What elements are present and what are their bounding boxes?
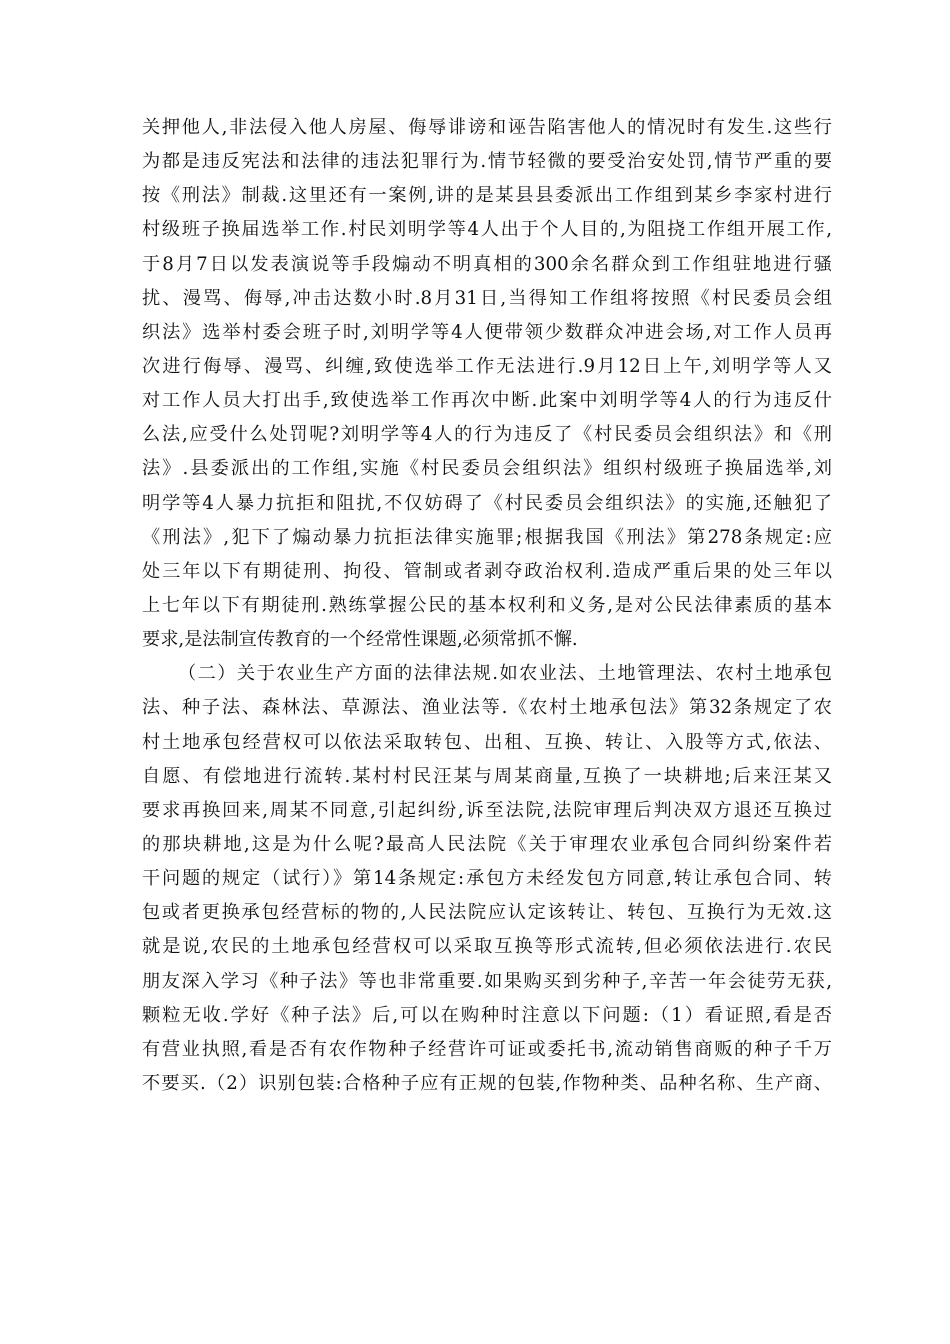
text-line: 包或者更换承包经营标的物的,人民法院应认定该转让、转包、互换行为无效.这	[142, 902, 832, 924]
text-line: 村土地承包经营权可以依法采取转包、出租、互换、转让、入股等方式,依法、	[142, 731, 832, 753]
text-line: 法、种子法、森林法、草源法、渔业法等.《农村土地承包法》第32条规定了农	[142, 697, 832, 719]
text-line: 要求再换回来,周某不同意,引起纠纷,诉至法院,法院审理后判决双方退还互换过	[142, 799, 832, 821]
paragraph-criminal-law-case	[142, 111, 832, 657]
text-line: 按《刑法》制裁.这里还有一案例,讲的是某县县委派出工作组到某乡李家村进行	[142, 185, 832, 207]
text-line: 就是说,农民的土地承包经营权可以采取互换等形式流转,但必须依法进行.农民	[142, 936, 832, 958]
text-line: 颗粒无收.学好《种子法》后,可以在购种时注意以下问题:（1）看证照,看是否	[142, 1004, 832, 1026]
text-line: 的那块耕地,这是为什么呢?最高人民法院《关于审理农业承包合同纠纷案件若	[142, 833, 832, 855]
body-text	[142, 111, 832, 1101]
text-line: 不要买.（2）识别包装:合格种子应有正规的包装,作物种类、品种名称、生产商、	[142, 1072, 832, 1094]
text-line: 自愿、有偿地进行流转.某村村民汪某与周某商量,互换了一块耕地;后来汪某又	[142, 765, 832, 787]
text-line: 于8月7日以发表演说等手段煽动不明真相的300余名群众到工作组驻地进行骚	[142, 253, 832, 275]
text-line: 村级班子换届选举工作.村民刘明学等4人出于个人目的,为阻挠工作组开展工作,	[142, 219, 832, 241]
text-line: 扰、漫骂、侮辱,冲击达数小时.8月31日,当得知工作组将按照《村民委员会组	[142, 287, 832, 309]
text-line: 对工作人员大打出手,致使选举工作再次中断.此案中刘明学等4人的行为违反什	[142, 390, 832, 412]
text-line: 处三年以下有期徒刑、拘役、管制或者剥夺政治权利.造成严重后果的处三年以	[142, 560, 832, 582]
text-line: 明学等4人暴力抗拒和阻扰,不仅妨碍了《村民委员会组织法》的实施,还触犯了	[142, 492, 832, 514]
text-line: 法》.县委派出的工作组,实施《村民委员会组织法》组织村级班子换届选举,刘	[142, 458, 832, 480]
text-line: 《刑法》,犯下了煽动暴力抗拒法律实施罪;根据我国《刑法》第278条规定:应	[142, 526, 832, 548]
paragraph-agricultural-law	[142, 657, 832, 1101]
text-line: 么法,应受什么处罚呢?刘明学等4人的行为违反了《村民委员会组织法》和《刑	[142, 424, 832, 446]
text-line: （二）关于农业生产方面的法律法规.如农业法、土地管理法、农村土地承包	[178, 663, 832, 685]
text-line: 有营业执照,看是否有农作物种子经营许可证或委托书,流动销售商贩的种子千万	[142, 1038, 832, 1060]
text-line: 要求,是法制宣传教育的一个经常性课题,必须常抓不懈.	[142, 629, 578, 651]
text-line: 干问题的规定（试行）》第14条规定:承包方未经发包方同意,转让承包合同、转	[142, 868, 832, 890]
text-line: 次进行侮辱、漫骂、纠缠,致使选举工作无法进行.9月12日上午,刘明学等人又	[142, 355, 832, 377]
text-line: 上七年以下有期徒刑.熟练掌握公民的基本权利和义务,是对公民法律素质的基本	[142, 594, 832, 616]
text-line: 关押他人,非法侵入他人房屋、侮辱诽谤和诬告陷害他人的情况时有发生.这些行	[142, 117, 832, 138]
text-line: 为都是违反宪法和法律的违法犯罪行为.情节轻微的要受治安处罚,情节严重的要	[142, 151, 832, 173]
text-line: 朋友深入学习《种子法》等也非常重要.如果购买到劣种子,辛苦一年会徒劳无获,	[142, 970, 832, 992]
text-line: 织法》选举村委会班子时,刘明学等4人便带领少数群众冲进会场,对工作人员再	[142, 321, 832, 343]
